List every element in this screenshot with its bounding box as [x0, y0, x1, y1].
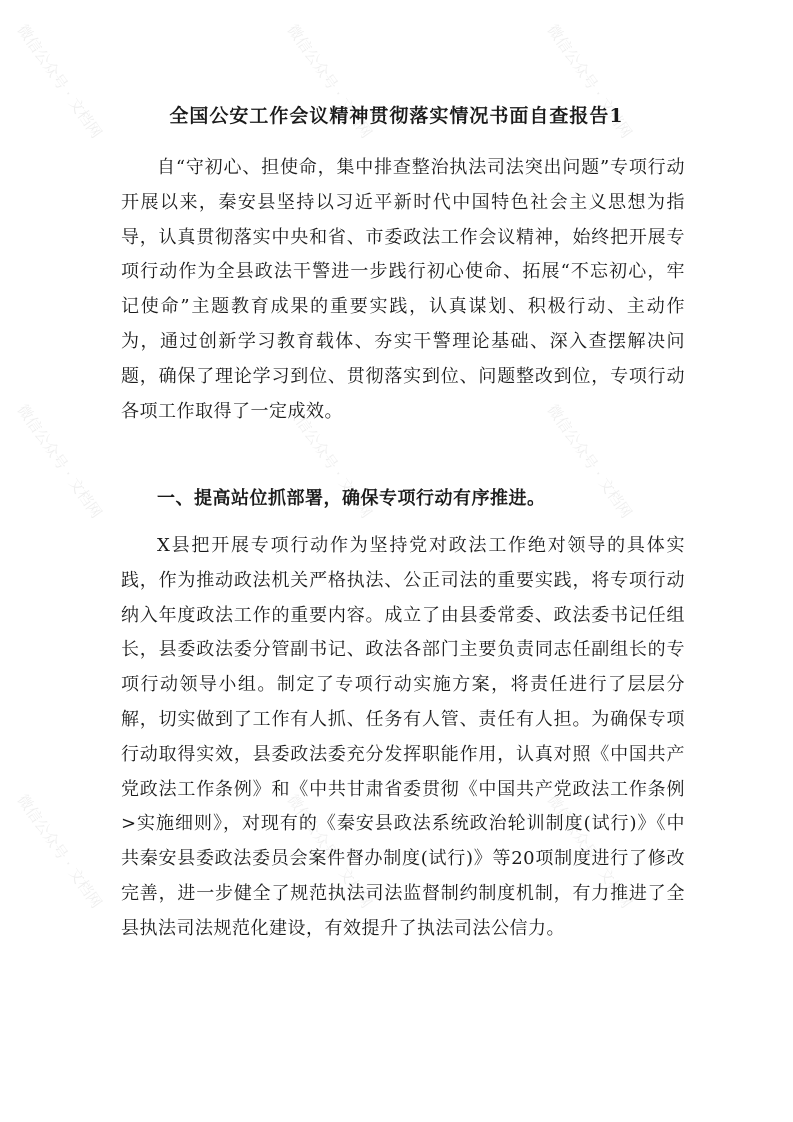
intro-paragraph: 自“守初心、担使命，集中排查整治执法司法突出问题”专项行动开展以来，秦安县坚持以习近平新时代中国特色社会主义思想为指导，认真贯彻落实中央和省、市委政法工作会议精神，始终把开展专项行动作为全县政法干警进一步践行初心使命、拓展“不忘初心，牢记使命”主题教育成果的重要实践，认真谋划、积极行动、主动作为，通过创新学习教育载体、夯实干警理论基础、深入查摆解决问题，确保了理论学习到位、贯彻落实到位、问题整改到位，专项行动各项工作取得了一定成效。 [121, 157, 685, 422]
watermark: 微信公众号 · 文档网 [13, 791, 106, 912]
watermark: 微信公众号 · 文档网 [283, 401, 376, 522]
watermark: 微信公众号 · 文档网 [283, 21, 376, 142]
watermark: 微信公众号 · 文档网 [543, 21, 636, 142]
watermark: 微信公众号 · 文档网 [283, 791, 376, 912]
document-title: 全国公安工作会议精神贯彻落实情况书面自查报告1 [169, 105, 624, 127]
watermark: 微信公众号 · 文档网 [543, 401, 636, 522]
section-paragraph: X县把开展专项行动作为坚持党对政法工作绝对领导的具体实践，作为推动政法机关严格执法、公正司法的重要实践，将专项行动纳入年度政法工作的重要内容。成立了由县委常委、政法委书记任组长，县委政法委分管副书记、政法各部门主要负责同志任副组长的专项行动领导小组。制定了专项行动实施方案，将责任进行了层层分解，切实做到了工作有人抓、任务有人管、责任有人担。为确保专项行动取得实效，县委政法委充分发挥职能作用，认真对照《中国共产党政法工作条例》和《中共甘肃省委贯彻《中国共产党政法工作条例>实施细则》，对现有的《秦安县政法系统政治轮训制度(试行)》《中共秦安县委政法委员会案件督办制度(试行)》等20项制度进行了修改完善，进一步健全了规范执法司法监督制约制度机制，有力推进了全县执法司法规范化建设，有效提升了执法司法公信力。 [121, 535, 685, 939]
section-heading: 一、提高站位抓部署，确保专项行动有序推进。 [157, 488, 546, 509]
watermark: 微信公众号 · 文档网 [543, 791, 636, 912]
watermark: 微信公众号 · 文档网 [13, 21, 106, 142]
watermark: 微信公众号 · 文档网 [13, 401, 106, 522]
